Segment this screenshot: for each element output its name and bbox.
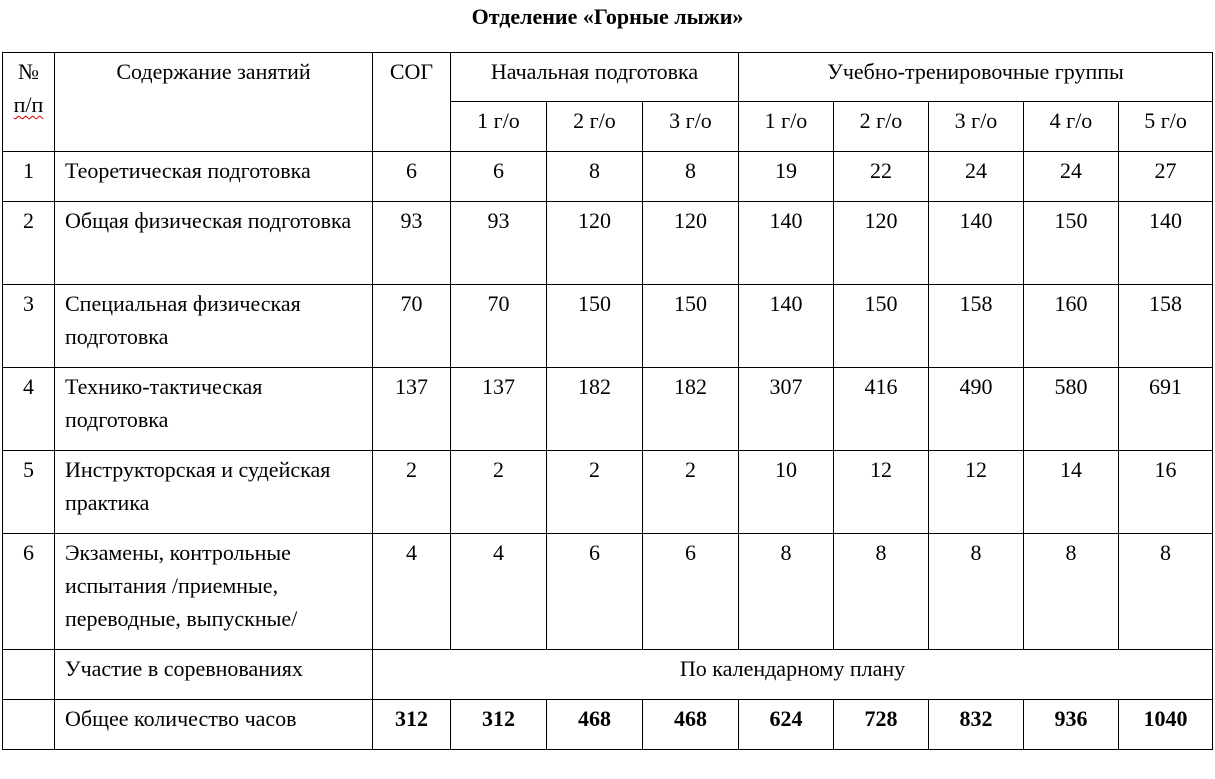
row-name: Инструкторская и судейская практика (55, 451, 373, 534)
value-cell: 8 (929, 534, 1024, 650)
header-initial-training: Начальная подготовка (451, 53, 739, 102)
header-sog: СОГ (373, 53, 451, 152)
document-title: Отделение «Горные лыжи» (471, 4, 744, 29)
value-cell: 70 (373, 285, 451, 368)
value-cell: 2 (373, 451, 451, 534)
subheader-cell: 2 г/о (547, 102, 643, 152)
value-cell: 24 (1024, 152, 1119, 202)
value-cell: 416 (834, 368, 929, 451)
value-cell: 8 (643, 152, 739, 202)
competition-row (3, 650, 1213, 700)
value-cell: 16 (1119, 451, 1213, 534)
competition-value: По календарному плану (373, 650, 1213, 700)
value-cell: 158 (1119, 285, 1213, 368)
total-cell: 728 (834, 700, 929, 750)
row-number: 1 (3, 152, 55, 202)
value-cell: 27 (1119, 152, 1213, 202)
value-cell: 120 (547, 202, 643, 285)
value-cell: 140 (739, 202, 834, 285)
value-cell: 12 (929, 451, 1024, 534)
table-row (3, 152, 1213, 202)
row-number: 6 (3, 534, 55, 650)
value-cell: 2 (547, 451, 643, 534)
value-cell: 22 (834, 152, 929, 202)
subheader-cell: 4 г/о (1024, 102, 1119, 152)
value-cell: 6 (451, 152, 547, 202)
value-cell: 8 (547, 152, 643, 202)
row-name: Экзамены, контрольные испытания /приемные, переводные, выпускные/ (55, 534, 373, 650)
value-cell: 14 (1024, 451, 1119, 534)
row-number-empty (3, 700, 55, 750)
subheader-cell: 2 г/о (834, 102, 929, 152)
subheader-cell: 5 г/о (1119, 102, 1213, 152)
table-row (3, 285, 1213, 368)
value-cell: 140 (1119, 202, 1213, 285)
table-row (3, 534, 1213, 650)
value-cell: 2 (643, 451, 739, 534)
value-cell: 182 (547, 368, 643, 451)
value-cell: 182 (643, 368, 739, 451)
total-cell: 468 (547, 700, 643, 750)
total-row (3, 700, 1213, 750)
total-cell: 624 (739, 700, 834, 750)
value-cell: 19 (739, 152, 834, 202)
value-cell: 140 (929, 202, 1024, 285)
table-row (3, 451, 1213, 534)
row-number: 5 (3, 451, 55, 534)
subheader-cell: 1 г/о (451, 102, 547, 152)
subheader-cell: 1 г/о (739, 102, 834, 152)
value-cell: 140 (739, 285, 834, 368)
value-cell: 12 (834, 451, 929, 534)
total-cell: 1040 (1119, 700, 1213, 750)
row-number: 4 (3, 368, 55, 451)
row-number: 2 (3, 202, 55, 285)
value-cell: 120 (643, 202, 739, 285)
value-cell: 93 (373, 202, 451, 285)
row-name: Технико-тактическая подготовка (55, 368, 373, 451)
header-content: Содержание занятий (55, 53, 373, 152)
value-cell: 8 (739, 534, 834, 650)
value-cell: 4 (373, 534, 451, 650)
table-row (3, 202, 1213, 285)
value-cell: 6 (373, 152, 451, 202)
value-cell: 6 (547, 534, 643, 650)
row-name: Общая физическая подготовка (55, 202, 373, 285)
header-row (3, 53, 1213, 102)
value-cell: 150 (1024, 202, 1119, 285)
header-training-groups: Учебно-тренировочные группы (739, 53, 1213, 102)
total-cell: 468 (643, 700, 739, 750)
value-cell: 307 (739, 368, 834, 451)
schedule-table (2, 52, 1213, 750)
value-cell: 137 (451, 368, 547, 451)
row-number-empty (3, 650, 55, 700)
value-cell: 2 (451, 451, 547, 534)
value-cell: 150 (547, 285, 643, 368)
value-cell: 70 (451, 285, 547, 368)
value-cell: 120 (834, 202, 929, 285)
table-row (3, 368, 1213, 451)
total-cell: 312 (373, 700, 451, 750)
value-cell: 158 (929, 285, 1024, 368)
competition-name: Участие в соревнованиях (55, 650, 373, 700)
row-name: Специальная физическая подготовка (55, 285, 373, 368)
row-name: Теоретическая подготовка (55, 152, 373, 202)
value-cell: 8 (1119, 534, 1213, 650)
value-cell: 160 (1024, 285, 1119, 368)
value-cell: 4 (451, 534, 547, 650)
header-number: № (18, 59, 39, 84)
value-cell: 150 (834, 285, 929, 368)
value-cell: 24 (929, 152, 1024, 202)
value-cell: 8 (1024, 534, 1119, 650)
header-number-cell (3, 53, 55, 152)
value-cell: 8 (834, 534, 929, 650)
value-cell: 137 (373, 368, 451, 451)
total-cell: 832 (929, 700, 1024, 750)
value-cell: 150 (643, 285, 739, 368)
total-name: Общее количество часов (55, 700, 373, 750)
value-cell: 580 (1024, 368, 1119, 451)
value-cell: 10 (739, 451, 834, 534)
total-cell: 936 (1024, 700, 1119, 750)
row-number: 3 (3, 285, 55, 368)
value-cell: 691 (1119, 368, 1213, 451)
header-number-sub: п/п (13, 92, 44, 117)
value-cell: 93 (451, 202, 547, 285)
total-cell: 312 (451, 700, 547, 750)
subheader-cell: 3 г/о (643, 102, 739, 152)
value-cell: 6 (643, 534, 739, 650)
subheader-cell: 3 г/о (929, 102, 1024, 152)
value-cell: 490 (929, 368, 1024, 451)
